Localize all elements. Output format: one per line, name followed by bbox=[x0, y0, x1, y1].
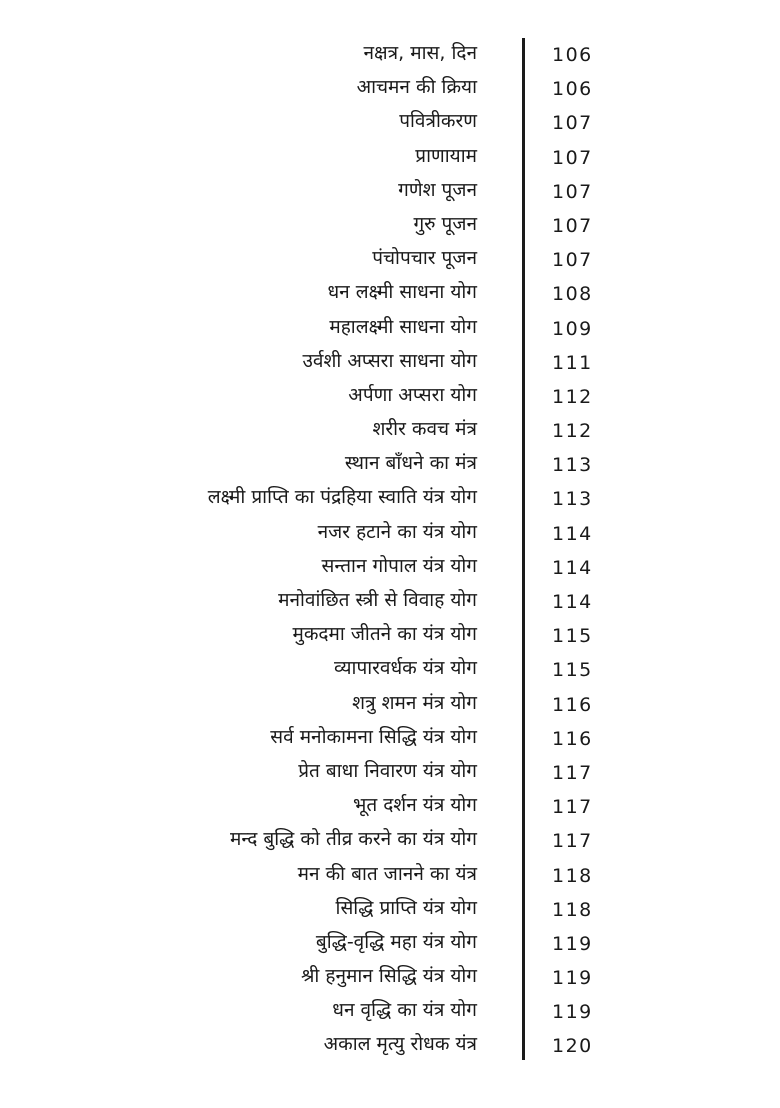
toc-entry-page-number: 119 bbox=[552, 932, 593, 955]
toc-entry-title: गुरु पूजन bbox=[413, 212, 477, 235]
toc-entry bbox=[0, 241, 780, 275]
toc-entry-page-number: 117 bbox=[552, 830, 593, 853]
toc-entry-title: धन वृद्धि का यंत्र योग bbox=[332, 999, 477, 1022]
toc-entry-title: बुद्धि-वृद्धि महा यंत्र योग bbox=[315, 930, 477, 953]
toc-entry-page-number: 113 bbox=[552, 454, 593, 477]
toc-entry bbox=[0, 651, 780, 685]
toc-entry bbox=[0, 617, 780, 651]
toc-entry bbox=[0, 207, 780, 241]
toc-entry bbox=[0, 480, 780, 514]
toc-entry-title: अर्पणा अप्सरा योग bbox=[348, 383, 477, 406]
toc-entry bbox=[0, 720, 780, 754]
toc-entry-title: व्यापारवर्धक यंत्र योग bbox=[334, 657, 477, 680]
toc-entry-page-number: 117 bbox=[552, 796, 593, 819]
toc-entry-page-number: 107 bbox=[552, 146, 593, 169]
toc-entry-page-number: 116 bbox=[552, 727, 593, 750]
toc-entry-page-number: 106 bbox=[552, 78, 593, 101]
toc-entry bbox=[0, 412, 780, 446]
toc-entry-title: धन लक्ष्मी साधना योग bbox=[327, 281, 477, 304]
toc-entry-title: श्री हनुमान सिद्धि यंत्र योग bbox=[300, 965, 477, 988]
toc-entry bbox=[0, 925, 780, 959]
toc-entry bbox=[0, 139, 780, 173]
toc-entry-title: आचमन की क्रिया bbox=[356, 76, 477, 99]
toc-entry-page-number: 114 bbox=[552, 522, 593, 545]
toc-entry-page-number: 119 bbox=[552, 967, 593, 990]
toc-entry-page-number: 119 bbox=[552, 1001, 593, 1024]
toc-entry bbox=[0, 891, 780, 925]
toc-entry-title: सिद्धि प्राप्ति यंत्र योग bbox=[335, 896, 477, 919]
toc-entry-page-number: 120 bbox=[552, 1035, 593, 1058]
toc-entry-page-number: 118 bbox=[552, 864, 593, 887]
toc-entry-title: प्राणायाम bbox=[415, 144, 477, 167]
toc-entry-title: सर्व मनोकामना सिद्धि यंत्र योग bbox=[270, 725, 477, 748]
toc-entry-page-number: 107 bbox=[552, 214, 593, 237]
toc-entry bbox=[0, 1027, 780, 1061]
toc-entry bbox=[0, 583, 780, 617]
toc-entry-page-number: 109 bbox=[552, 317, 593, 340]
toc-entry-page-number: 113 bbox=[552, 488, 593, 511]
toc-entry-title: मनोवांछित स्त्री से विवाह योग bbox=[278, 589, 477, 611]
toc-entry-page-number: 115 bbox=[552, 625, 593, 648]
toc-entry-title: मन्द बुद्धि को तीव्र करने का यंत्र योग bbox=[230, 828, 477, 851]
toc-entry-title: सन्तान गोपाल यंत्र योग bbox=[321, 554, 477, 577]
toc-entry-title: शत्रु शमन मंत्र योग bbox=[352, 691, 477, 714]
toc-entry bbox=[0, 788, 780, 822]
toc-entry bbox=[0, 378, 780, 412]
toc-entry bbox=[0, 993, 780, 1027]
toc-entry-title: नक्षत्र, मास, दिन bbox=[363, 42, 477, 64]
toc-entry bbox=[0, 446, 780, 480]
toc-entry-page-number: 114 bbox=[552, 591, 593, 613]
toc-entry-title: पवित्रीकरण bbox=[399, 110, 477, 133]
toc-entry bbox=[0, 70, 780, 104]
toc-entry-title: लक्ष्मी प्राप्ति का पंद्रहिया स्वाति यंत्र योग bbox=[207, 486, 477, 509]
toc-entry-title: मुकदमा जीतने का यंत्र योग bbox=[292, 623, 477, 646]
toc-entry-title: प्रेत बाधा निवारण यंत्र योग bbox=[298, 759, 477, 782]
toc-entry-title: मन की बात जानने का यंत्र bbox=[297, 862, 477, 885]
toc-entry-title: उर्वशी अप्सरा साधना योग bbox=[302, 349, 477, 372]
toc-entry-page-number: 108 bbox=[552, 283, 593, 306]
toc-entry bbox=[0, 104, 780, 138]
toc-entry-title: शरीर कवच मंत्र bbox=[372, 418, 477, 441]
toc-entry bbox=[0, 344, 780, 378]
toc-entry-title: गणेश पूजन bbox=[398, 178, 477, 201]
toc-entry-title: पंचोपचार पूजन bbox=[372, 247, 477, 270]
toc-entry bbox=[0, 310, 780, 344]
toc-entry-title: महालक्ष्मी साधना योग bbox=[329, 315, 477, 338]
toc-entry bbox=[0, 275, 780, 309]
toc-entry bbox=[0, 549, 780, 583]
toc-entry-title: भूत दर्शन यंत्र योग bbox=[352, 794, 477, 817]
toc-entry-title: नजर हटाने का यंत्र योग bbox=[317, 520, 477, 543]
toc-entry-page-number: 112 bbox=[552, 420, 593, 443]
toc-entry bbox=[0, 822, 780, 856]
toc-entry-page-number: 112 bbox=[552, 385, 593, 408]
toc-entry-page-number: 118 bbox=[552, 898, 593, 921]
toc-entry bbox=[0, 959, 780, 993]
toc-entry bbox=[0, 173, 780, 207]
toc-entry-title: अकाल मृत्यु रोधक यंत्र bbox=[323, 1033, 477, 1056]
toc-entry-title: स्थान बाँधने का मंत्र bbox=[344, 452, 477, 475]
toc-entry bbox=[0, 36, 780, 70]
toc-entry-page-number: 106 bbox=[552, 44, 593, 66]
table-of-contents bbox=[0, 36, 780, 1062]
toc-entry-page-number: 107 bbox=[552, 180, 593, 203]
toc-entry-page-number: 115 bbox=[552, 659, 593, 682]
toc-entry bbox=[0, 515, 780, 549]
toc-entry-page-number: 117 bbox=[552, 761, 593, 784]
toc-entry-page-number: 116 bbox=[552, 693, 593, 716]
toc-entry bbox=[0, 754, 780, 788]
toc-entry bbox=[0, 686, 780, 720]
toc-entry-page-number: 107 bbox=[552, 249, 593, 272]
toc-entry-page-number: 114 bbox=[552, 556, 593, 579]
toc-entry-page-number: 111 bbox=[552, 351, 593, 374]
toc-entry-page-number: 107 bbox=[552, 112, 593, 135]
toc-entry bbox=[0, 857, 780, 891]
